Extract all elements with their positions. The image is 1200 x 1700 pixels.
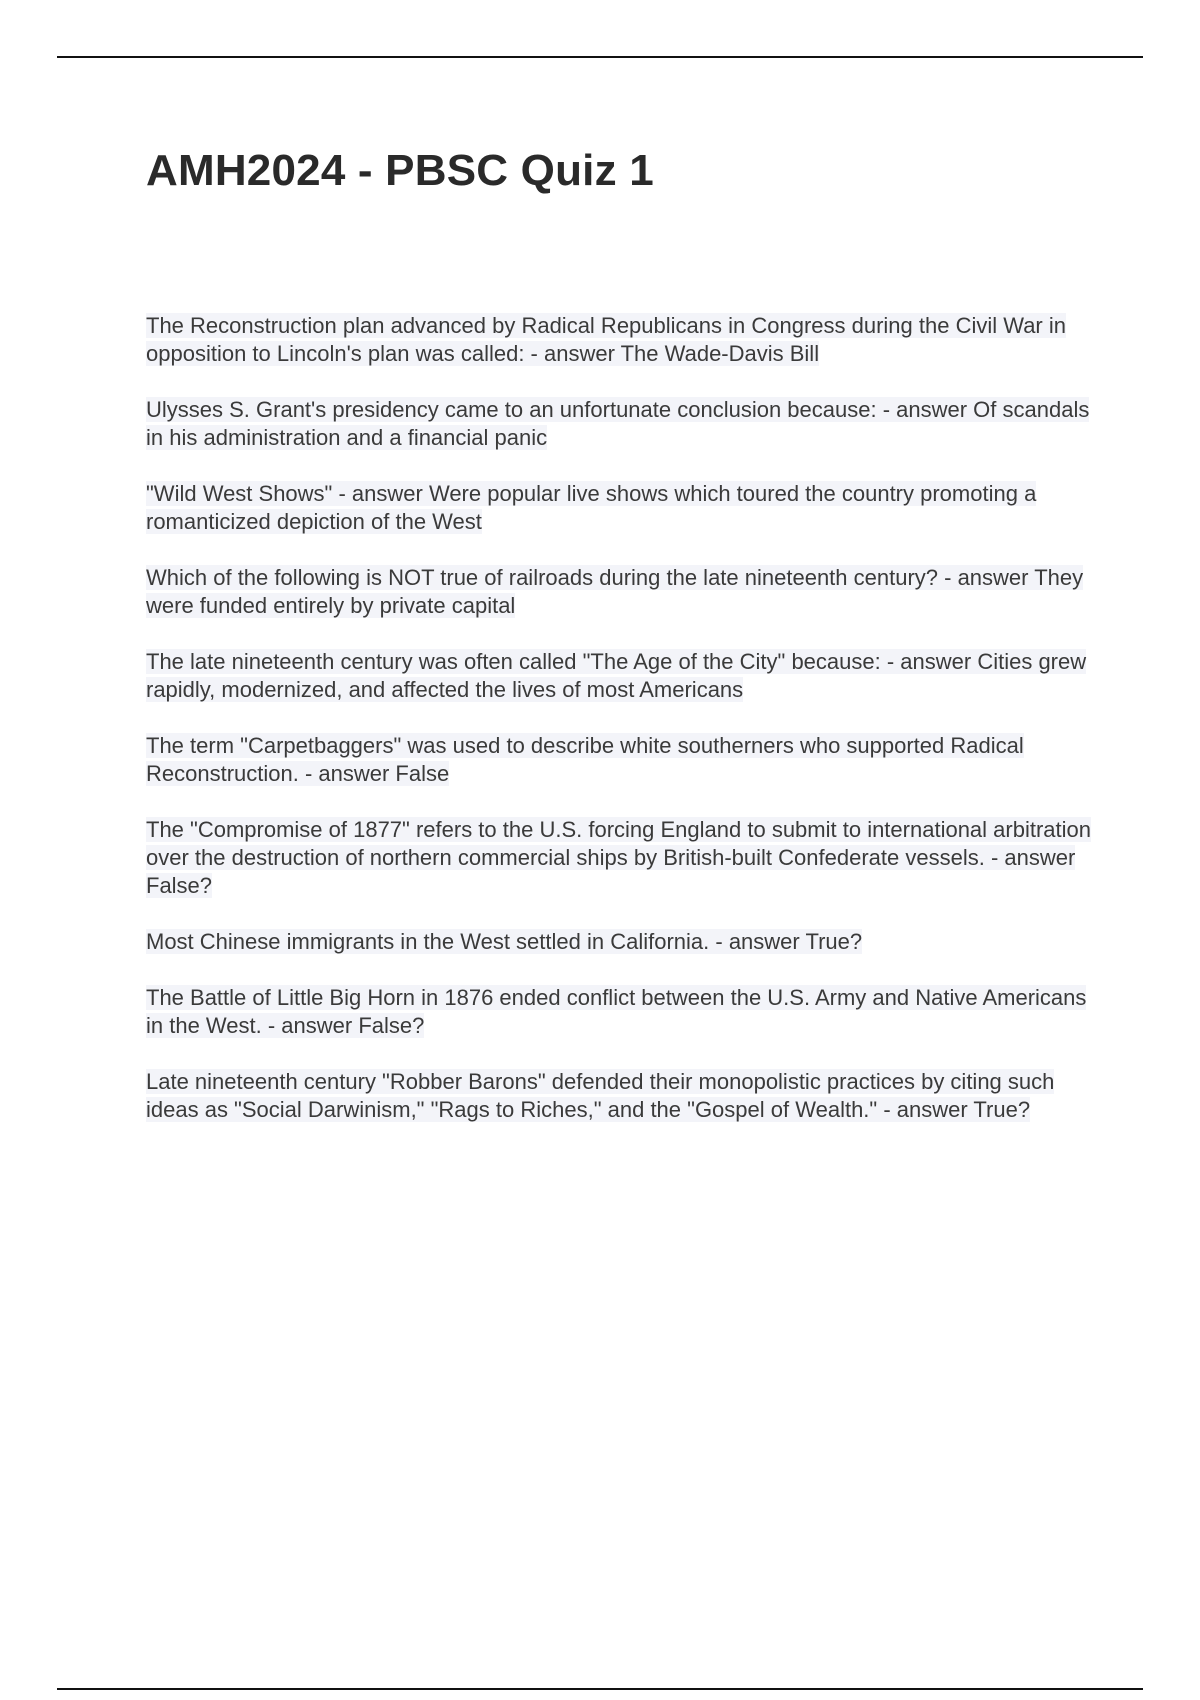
list-item: [146, 732, 1096, 788]
list-item: [146, 312, 1096, 368]
page-title: AMH2024 - PBSC Quiz 1: [146, 146, 654, 195]
list-item: [146, 1068, 1096, 1124]
bottom-divider: [57, 1688, 1143, 1690]
list-item: [146, 984, 1096, 1040]
qa-text: Which of the following is NOT true of railroads during the late nineteenth century? - answer They were funded entirely by private capital: [146, 565, 1084, 618]
question-answer-list: [146, 312, 1096, 1152]
list-item: [146, 816, 1096, 900]
qa-text: The late nineteenth century was often called "The Age of the City" because: - answer Cities grew rapidly, modernized, and affected the lives of most Americans: [146, 649, 1087, 702]
qa-text: The term "Carpetbaggers" was used to describe white southerners who supported Radical Reconstruction. - answer False: [146, 733, 1024, 786]
list-item: [146, 396, 1096, 452]
list-item: [146, 928, 1096, 956]
list-item: [146, 648, 1096, 704]
qa-text: Late nineteenth century "Robber Barons" defended their monopolistic practices by citing such ideas as "Social Darwinism," "Rags to Riches," and the "Gospel of Wealth." - answer True?: [146, 1069, 1055, 1122]
qa-text: "Wild West Shows" - answer Were popular live shows which toured the country promoting a romanticized depiction of the West: [146, 481, 1037, 534]
qa-text: The Battle of Little Big Horn in 1876 ended conflict between the U.S. Army and Native Americans in the West. - answer False?: [146, 985, 1087, 1038]
qa-text: Ulysses S. Grant's presidency came to an unfortunate conclusion because: - answer Of scandals in his administration and a financial panic: [146, 397, 1090, 450]
list-item: [146, 480, 1096, 536]
qa-text: The "Compromise of 1877" refers to the U.S. forcing England to submit to international arbitration over the destruction of northern commercial ships by British-built Confederate vessels. - answer False?: [146, 817, 1091, 898]
qa-text: The Reconstruction plan advanced by Radical Republicans in Congress during the Civil War in opposition to Lincoln's plan was called: - answer The Wade-Davis Bill: [146, 313, 1066, 366]
list-item: [146, 564, 1096, 620]
top-divider: [57, 56, 1143, 58]
qa-text: Most Chinese immigrants in the West settled in California. - answer True?: [146, 929, 863, 954]
